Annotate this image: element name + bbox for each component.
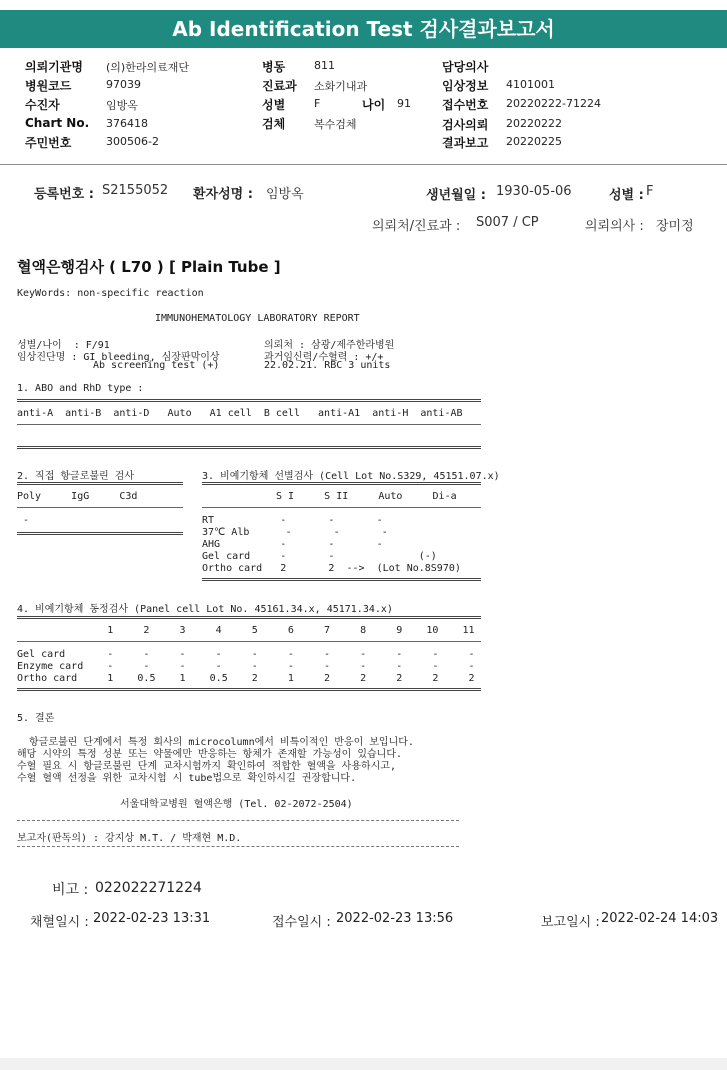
s4-rule-bottom [17, 688, 481, 691]
clinical-value: 4101001 [506, 78, 555, 91]
blood-bank: 서울대학교병원 혈액은행 (Tel. 02-2072-2504) [120, 799, 353, 810]
header-divider [0, 164, 727, 165]
s3-title: 3. 비예기항체 선별검사 (Cell Lot No.S329, 45151.07.x) [202, 471, 500, 482]
conclusion-line: 수혈 혈액 선정을 위한 교차시험 시 tube법으로 확인하시길 권장합니다. [17, 773, 357, 784]
s2-title: 2. 직접 항글로불린 검사 [17, 471, 135, 482]
pb-dept-value: S007 / CP [476, 215, 539, 230]
pb-sex-value: F [646, 184, 654, 199]
s1-title: 1. ABO and RhD type : [17, 383, 144, 394]
s4-row: Gel card - - - - - - - - - - - [17, 649, 475, 660]
receive-value: 2022-02-23 13:56 [336, 911, 454, 926]
s1-rule-mid [17, 424, 481, 425]
report-title: Ab Identification Test 검사결과보고서 [172, 17, 555, 41]
s2-value: - [17, 515, 30, 526]
reporter-rule-bottom [17, 846, 459, 847]
transfusion-line: 22.02.21. RBC 3 units [264, 360, 391, 371]
reporter-rule-top [17, 820, 459, 821]
ward-label: 병동 [262, 60, 286, 74]
s3-row: AHG - - - [202, 539, 383, 550]
s3-row: Gel card - - (-) [202, 551, 437, 562]
note-value: 022022271224 [95, 880, 202, 896]
s1-rule-bottom [17, 446, 481, 449]
sex-label: 성별 [262, 98, 286, 112]
s3-header: S I S II Auto Di-a [276, 491, 457, 502]
s1-header: anti-A anti-B anti-D Auto A1 cell B cell anti-A1 anti-H anti-AB [17, 408, 463, 419]
diagnosis-line: 임상진단명 : GI bleeding, 심장판막이상 [17, 352, 220, 363]
s4-row: Enzyme card - - - - - - - - - - - [17, 661, 475, 672]
dob-value: 1930-05-06 [496, 184, 572, 199]
resident-value: 300506-2 [106, 135, 159, 148]
section-title: 혈액은행검사 ( L70 ) [ Plain Tube ] [17, 258, 281, 276]
s3-row: RT - - - [202, 515, 383, 526]
institution-value: (의)한라의료재단 [106, 61, 189, 74]
doctor-label: 담당의사 [442, 60, 489, 74]
s3-rule-top [202, 482, 481, 485]
sex-age-line: 성별/나이 : F/91 [17, 340, 110, 351]
s2-header: Poly IgG C3d [17, 491, 138, 502]
reg-no-value: S2155052 [102, 183, 169, 198]
report-date-label: 결과보고 [442, 136, 489, 150]
report-date-value: 20220225 [506, 135, 562, 148]
conclusion-line: 항글로불린 단계에서 특정 회사의 microcolumn에서 비특이적인 반응이 보입니다. [17, 737, 414, 748]
conclusion-line: 수혈 필요 시 항글로불린 단계 교차시험까지 확인하여 적합한 혈액을 사용하시고, [17, 761, 396, 772]
collect-label: 채혈일시 : [30, 915, 89, 930]
resident-label: 주민번호 [25, 136, 72, 150]
reporter: 보고자(판독의) : 강지상 M.T. / 박재현 M.D. [17, 833, 242, 844]
s3-rule-mid [202, 507, 481, 508]
bottom-band [0, 1058, 727, 1070]
diagnosis-line-2: Ab screening test (+) [93, 360, 220, 371]
receipt-value: 20220222-71224 [506, 97, 601, 110]
lab-title: IMMUNOHEMATOLOGY LABORATORY REPORT [155, 313, 360, 324]
request-value: 20220222 [506, 117, 562, 130]
patient-value: 임방옥 [106, 99, 138, 112]
dept-label: 진료과 [262, 79, 297, 93]
dob-label: 생년월일 : [426, 188, 486, 203]
reg-no-label: 등록번호 : [34, 187, 94, 202]
chart-label: Chart No. [25, 116, 90, 130]
note-label: 비고 : [52, 882, 89, 898]
s4-rule-mid [17, 641, 481, 642]
specimen-value: 복수검체 [314, 118, 357, 131]
age-label: 나이 [362, 98, 386, 112]
collect-value: 2022-02-23 13:31 [93, 911, 211, 926]
s3-rule-bottom [202, 578, 481, 581]
s5-title: 5. 결론 [17, 713, 55, 724]
hospital-code-label: 병원코드 [25, 79, 72, 93]
ward-value: 811 [314, 59, 335, 72]
patient-name-value: 임방옥 [266, 187, 304, 202]
pb-doctor-value: 장미정 [656, 219, 694, 234]
patient-label: 수진자 [25, 98, 60, 112]
report-time-value: 2022-02-24 14:03 [601, 911, 719, 926]
patient-name-label: 환자성명 : [193, 187, 253, 202]
specimen-label: 검체 [262, 117, 286, 131]
clinical-label: 임상정보 [442, 79, 489, 93]
s4-row: Ortho card 1 0.5 1 0.5 2 1 2 2 2 2 2 [17, 673, 475, 684]
history-line: 과거임신력/수혈력 : +/+ [264, 352, 384, 363]
hospital-code-value: 97039 [106, 78, 141, 91]
s2-rule-bottom [17, 532, 183, 535]
conclusion-line: 해당 시약의 특정 성분 또는 약물에만 반응하는 항체가 존재할 가능성이 있습니다. [17, 749, 403, 760]
s4-header: 1 2 3 4 5 6 7 8 9 10 11 [17, 625, 475, 636]
sex-value: F [314, 97, 321, 110]
keywords: KeyWords: non-specific reaction [17, 288, 204, 299]
dept-value: 소화기내과 [314, 80, 368, 93]
chart-value: 376418 [106, 117, 148, 130]
pb-dept-label: 의뢰처/진료과 : [372, 219, 461, 234]
s4-title: 4. 비예기항체 동정검사 (Panel cell Lot No. 45161.34.x, 45171.34.x) [17, 604, 393, 615]
report-time-label: 보고일시 : [541, 915, 600, 930]
s1-rule-top [17, 399, 481, 402]
s2-rule-top [17, 482, 183, 485]
s2-rule-mid [17, 507, 183, 508]
referral-line: 의뢰처 : 삼광/제주한라병원 [264, 340, 395, 351]
receipt-label: 접수번호 [442, 98, 489, 112]
request-label: 검사의뢰 [442, 118, 489, 132]
s3-row: 37℃ Alb - - - [202, 527, 388, 538]
pb-sex-label: 성별 : [609, 188, 644, 203]
s3-row: Ortho card 2 2 --> (Lot No.8S970) [202, 563, 461, 574]
age-value: 91 [397, 97, 411, 110]
pb-doctor-label: 의뢰의사 : [585, 219, 644, 234]
institution-label: 의뢰기관명 [25, 60, 83, 74]
receive-label: 접수일시 : [272, 915, 331, 930]
s4-rule-top [17, 616, 481, 619]
